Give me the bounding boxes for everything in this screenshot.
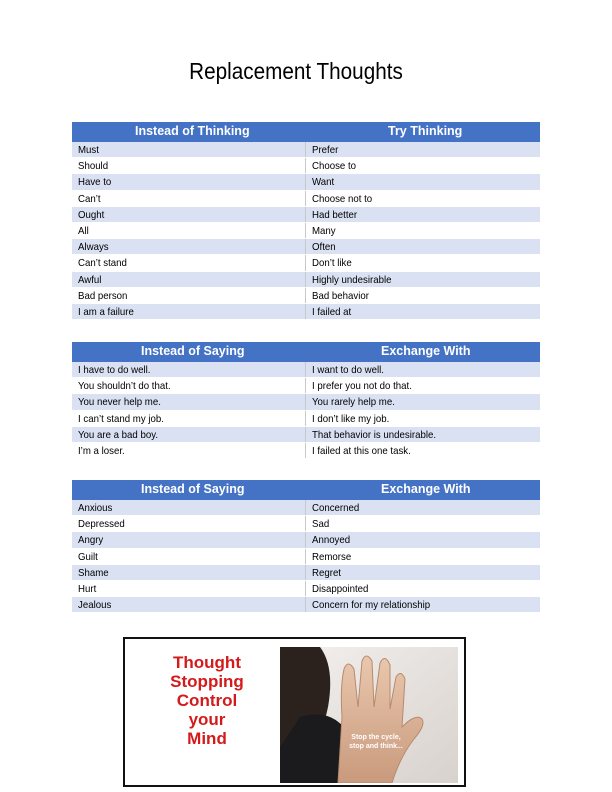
stop-hand-photo bbox=[280, 647, 458, 783]
cell-replacement: Sad bbox=[312, 518, 330, 531]
cell-instead: Guilt bbox=[78, 550, 98, 563]
column-divider bbox=[305, 427, 306, 442]
cell-instead: Have to bbox=[78, 176, 112, 189]
table-row bbox=[72, 549, 540, 565]
poster-line: Control bbox=[176, 691, 238, 710]
cell-instead: I’m a loser. bbox=[78, 444, 125, 457]
table-row bbox=[72, 500, 540, 516]
cell-replacement: Prefer bbox=[312, 144, 339, 156]
column-divider bbox=[305, 549, 306, 564]
cell-replacement: Remorse bbox=[312, 550, 352, 563]
table-row bbox=[72, 411, 540, 427]
table-row bbox=[72, 597, 540, 613]
cell-instead: Hurt bbox=[78, 582, 97, 595]
cell-replacement: That behavior is undesirable. bbox=[312, 428, 437, 441]
cell-instead: You shouldn’t do that. bbox=[78, 380, 171, 393]
cell-replacement: Don’t like bbox=[312, 257, 352, 270]
header-instead: Instead of Saying bbox=[141, 344, 245, 358]
column-divider bbox=[305, 394, 306, 409]
cell-instead: I am a failure bbox=[78, 305, 134, 318]
cell-replacement: You rarely help me. bbox=[312, 396, 395, 409]
cell-instead: Can’t stand bbox=[78, 257, 127, 270]
table-row bbox=[72, 174, 540, 190]
cell-replacement: Many bbox=[312, 224, 336, 237]
cell-replacement: Had better bbox=[312, 208, 358, 221]
cell-instead: Depressed bbox=[78, 518, 125, 531]
cell-instead: Can’t bbox=[78, 192, 101, 205]
cell-replacement: Often bbox=[312, 241, 336, 254]
cell-instead: Should bbox=[78, 160, 109, 173]
table-row bbox=[72, 532, 540, 548]
column-divider bbox=[305, 500, 306, 515]
cell-replacement: I don’t like my job. bbox=[312, 412, 390, 425]
table-row bbox=[72, 443, 540, 459]
cell-instead: You never help me. bbox=[78, 396, 161, 409]
column-divider bbox=[305, 411, 306, 426]
table-row bbox=[72, 581, 540, 597]
cell-replacement: Concern for my relationship bbox=[312, 599, 431, 612]
cell-instead: Ought bbox=[78, 208, 105, 221]
poster-line: Thought bbox=[173, 653, 241, 672]
table-row bbox=[72, 191, 540, 207]
table-row bbox=[72, 142, 540, 158]
poster-headline bbox=[143, 653, 271, 748]
header-exchange: Exchange With bbox=[381, 344, 471, 358]
cell-instead: All bbox=[78, 224, 89, 237]
column-divider bbox=[305, 142, 306, 157]
table-row bbox=[72, 239, 540, 255]
column-divider bbox=[305, 565, 306, 580]
column-divider bbox=[305, 443, 306, 458]
header-instead: Instead of Thinking bbox=[135, 124, 250, 138]
cell-instead: Anxious bbox=[78, 502, 113, 514]
table-row bbox=[72, 304, 540, 320]
header-exchange: Exchange With bbox=[381, 482, 471, 496]
thought-stopping-poster bbox=[123, 637, 466, 787]
table-saying bbox=[72, 342, 540, 459]
cell-replacement: Choose not to bbox=[312, 192, 373, 205]
cell-instead: Angry bbox=[78, 534, 104, 547]
table-row bbox=[72, 516, 540, 532]
table-row bbox=[72, 158, 540, 174]
cell-instead: Shame bbox=[78, 566, 109, 579]
table-row bbox=[72, 565, 540, 581]
column-divider bbox=[305, 207, 306, 222]
column-divider bbox=[305, 191, 306, 206]
column-divider bbox=[305, 516, 306, 531]
table-row bbox=[72, 272, 540, 288]
table-feelings bbox=[72, 480, 540, 613]
column-divider bbox=[305, 304, 306, 319]
cell-instead: Jealous bbox=[78, 599, 112, 612]
table-header bbox=[72, 342, 540, 362]
cell-replacement: Choose to bbox=[312, 160, 357, 173]
cell-replacement: Concerned bbox=[312, 502, 360, 514]
column-divider bbox=[305, 174, 306, 189]
cell-instead: Awful bbox=[78, 273, 102, 286]
cell-replacement: Highly undesirable bbox=[312, 273, 392, 286]
cell-replacement: I prefer you not do that. bbox=[312, 380, 412, 393]
column-divider bbox=[305, 288, 306, 303]
column-divider bbox=[305, 362, 306, 377]
cell-replacement: I want to do well. bbox=[312, 364, 384, 376]
table-row bbox=[72, 255, 540, 271]
cell-instead: Must bbox=[78, 144, 99, 156]
cell-instead: I have to do well. bbox=[78, 364, 151, 376]
cell-instead: I can’t stand my job. bbox=[78, 412, 164, 425]
column-divider bbox=[305, 581, 306, 596]
column-divider bbox=[305, 239, 306, 254]
cell-replacement: Disappointed bbox=[312, 582, 369, 595]
page-title: Replacement Thoughts bbox=[189, 58, 403, 84]
table-row bbox=[72, 394, 540, 410]
table-thinking bbox=[72, 122, 540, 320]
cell-instead: Bad person bbox=[78, 289, 128, 302]
cell-replacement: Regret bbox=[312, 566, 341, 579]
cell-instead: You are a bad boy. bbox=[78, 428, 159, 441]
table-row bbox=[72, 362, 540, 378]
poster-line: Stopping bbox=[170, 672, 244, 691]
header-try: Try Thinking bbox=[388, 124, 463, 138]
column-divider bbox=[305, 272, 306, 287]
hand-caption: Stop the cycle, stop and think... bbox=[349, 734, 403, 750]
column-divider bbox=[305, 255, 306, 270]
cell-instead: Always bbox=[78, 241, 109, 254]
column-divider bbox=[305, 378, 306, 393]
table-row bbox=[72, 207, 540, 223]
header-instead: Instead of Saying bbox=[141, 482, 245, 496]
cell-replacement: I failed at bbox=[312, 305, 352, 318]
table-header bbox=[72, 122, 540, 142]
cell-replacement: Bad behavior bbox=[312, 289, 369, 302]
column-divider bbox=[305, 223, 306, 238]
column-divider bbox=[305, 597, 306, 612]
table-header bbox=[72, 480, 540, 500]
table-row bbox=[72, 378, 540, 394]
poster-line: your bbox=[188, 710, 226, 729]
cell-replacement: Want bbox=[312, 176, 335, 189]
table-row bbox=[72, 223, 540, 239]
cell-replacement: I failed at this one task. bbox=[312, 444, 411, 457]
column-divider bbox=[305, 158, 306, 173]
table-row bbox=[72, 288, 540, 304]
poster-line: Mind bbox=[187, 729, 227, 748]
cell-replacement: Annoyed bbox=[312, 534, 351, 547]
table-row bbox=[72, 427, 540, 443]
column-divider bbox=[305, 532, 306, 547]
